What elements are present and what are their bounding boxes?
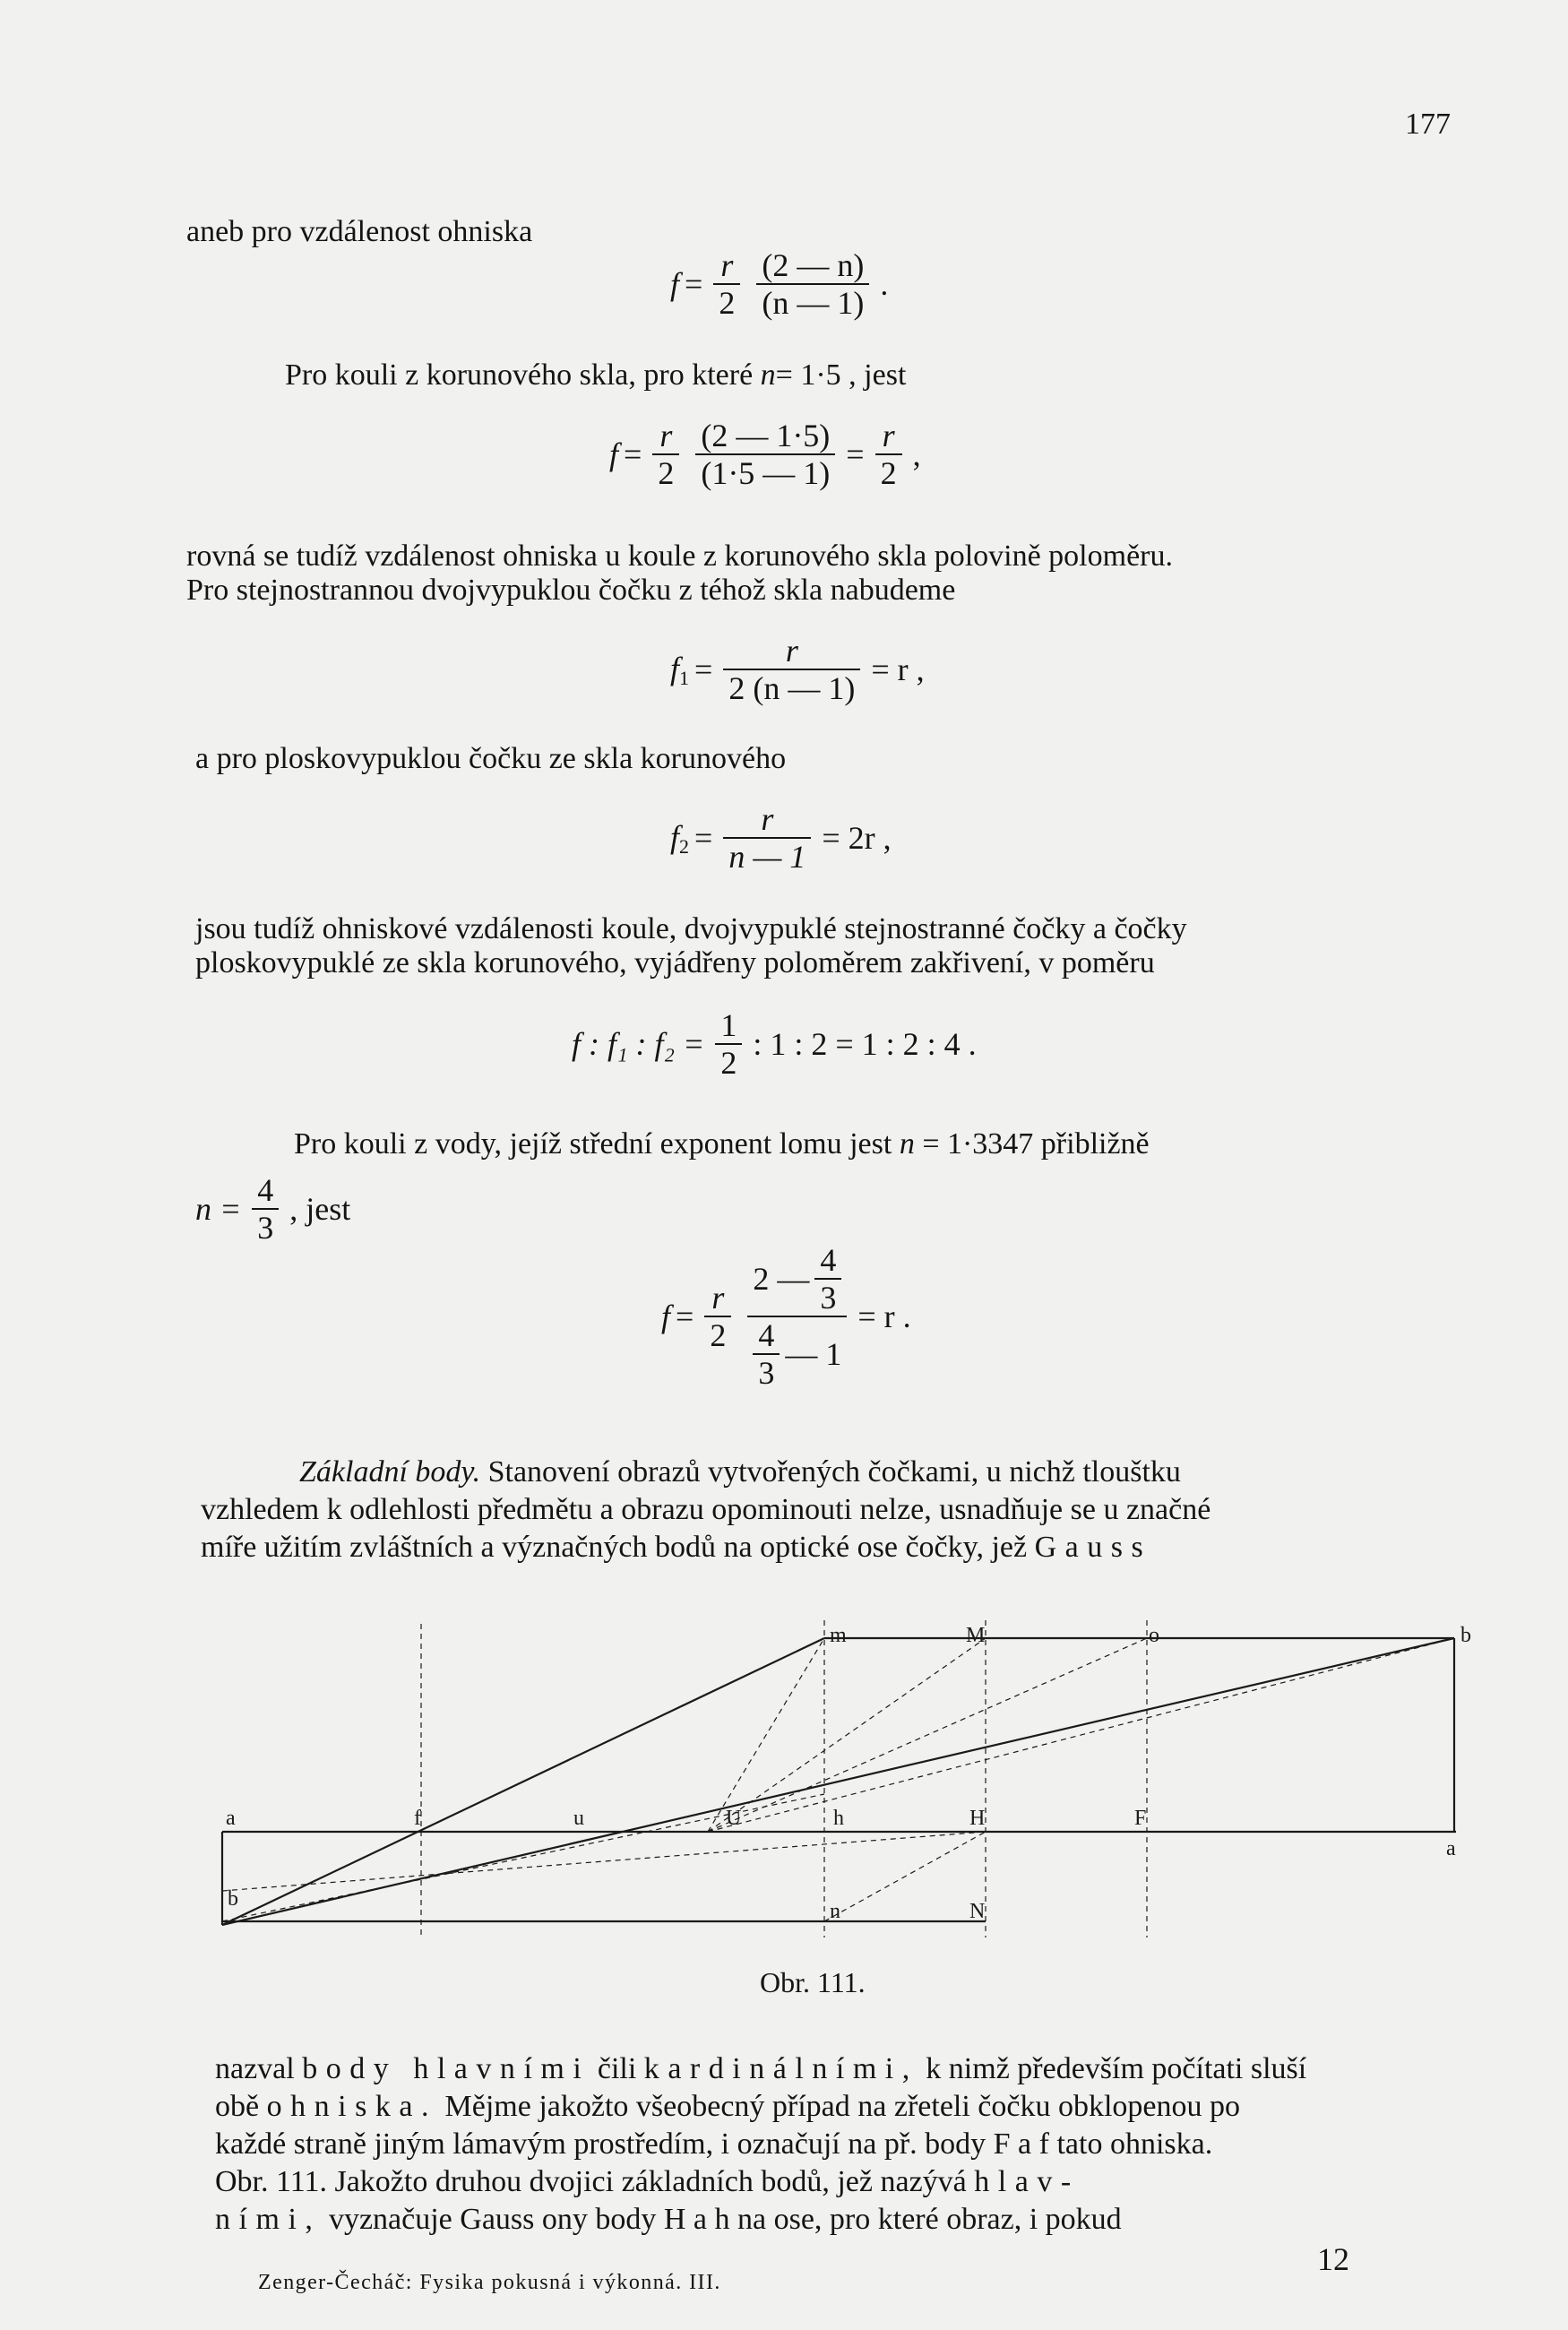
page-number: 177 (1405, 108, 1451, 141)
label-F: F (1134, 1807, 1147, 1830)
text-line-7: ploskovypuklé ze skla korunového, vyjádřeny poloměrem zakřivení, v poměru (195, 946, 1155, 979)
text-line-4: Pro stejnostrannou dvojvypuklou čočku z téhož skla nabudeme (186, 574, 956, 607)
equation-1: f = $\frac{r}{2}$ $\frac{(2 — n)}{(n — 1)}$ . (670, 247, 889, 321)
footer-text: Zenger-Čecháč: Fysika pokusná i výkonná. III. (258, 2271, 721, 2294)
sheet-number: 12 (1317, 2241, 1349, 2277)
paragraph-2-line-2: vzhledem k odlehlosti předmětu a obrazu opominouti nelze, usnadňuje se u značné (201, 1493, 1211, 1526)
paragraph-3-line-3: každé straně jiným lámavým prostředím, i označují na př. body F a f tato ohniska. (215, 2127, 1213, 2161)
equation-6: n = $\frac{4}{3}$ , jest (195, 1172, 351, 1246)
paragraph-2-line-3: míře užitím zvláštních a význačných bodů na optické ose čočky, jež Gauss (201, 1531, 1152, 1564)
equation-4: $f_2$ = $\frac{r}{n — 1}$ = 2r , (670, 801, 892, 875)
label-a: a (1446, 1837, 1456, 1860)
text-line-8: Pro kouli z vody, jejíž střední exponent lomu jest n = 1·3347 přibližně (294, 1127, 1150, 1161)
figure-caption: Obr. 111. (760, 1966, 866, 1998)
text-line-5: a pro ploskovypuklou čočku ze skla korunového (195, 742, 787, 775)
paragraph-3-line-5: ními, vyznačuje Gauss ony body H a h na ose, pro které obraz, i pokud (215, 2203, 1122, 2236)
label-m: m (830, 1624, 847, 1647)
paragraph-3-line-1: nazval body hlavními čili kardinálními, k nimž především počítati sluší (215, 2052, 1307, 2085)
label-h: h (833, 1807, 844, 1830)
label-U: U (726, 1807, 742, 1830)
equation-5: f : f₁ : f₂ = $\frac{1}{2}$ : 1 : 2 = 1 : 2 : 4 . (572, 1007, 977, 1081)
label-b: b (1460, 1624, 1471, 1647)
text-line-2: Pro kouli z korunového skla, pro které n= 1·5 , jest (285, 358, 907, 392)
equation-2: f = $\frac{r}{2}$ $\frac{(2 — 1\cdot 5)}{(1\cdot 5 — 1)}$ = $\frac{r}{2}$ , (609, 418, 921, 491)
text-line-1: aneb pro vzdálenost ohniska (186, 215, 533, 248)
label-H: H (969, 1807, 986, 1830)
paragraph-3-line-4: Obr. 111. Jakožto druhou dvojici základních bodů, jež nazývá hlav- (215, 2165, 1080, 2198)
label-n: n (830, 1900, 840, 1923)
label-a-prime: a (226, 1807, 236, 1830)
label-N: N (969, 1900, 986, 1923)
text-line-3: rovná se tudíž vzdálenost ohniska u koule z korunového skla polovině poloměru. (186, 539, 1173, 573)
label-b-prime: b (228, 1887, 238, 1911)
figure-obr-111 (206, 1606, 1505, 1946)
paragraph-2-line-1: Základní body. Stanovení obrazů vytvořených čočkami, u nichž tlouštku (299, 1455, 1181, 1489)
label-M: M (966, 1624, 986, 1647)
label-f: f (414, 1807, 421, 1830)
equation-7: f = $\frac{r}{2}$ 2 — $\frac{4}{3}$ $\frac{4}{3}$ — 1 = r . (661, 1242, 911, 1391)
equation-3: $f_1$ = $\frac{r}{2 (n — 1)}$ = r , (670, 633, 925, 706)
text-line-6: jsou tudíž ohniskové vzdálenosti koule, dvojvypuklé stejnostranné čočky a čočky (195, 912, 1187, 945)
paragraph-3-line-2: obě ohniska. Mějme jakožto všeobecný případ na zřeteli čočku obklopenou po (215, 2090, 1241, 2123)
label-u: u (573, 1807, 584, 1830)
label-o: o (1149, 1624, 1159, 1647)
